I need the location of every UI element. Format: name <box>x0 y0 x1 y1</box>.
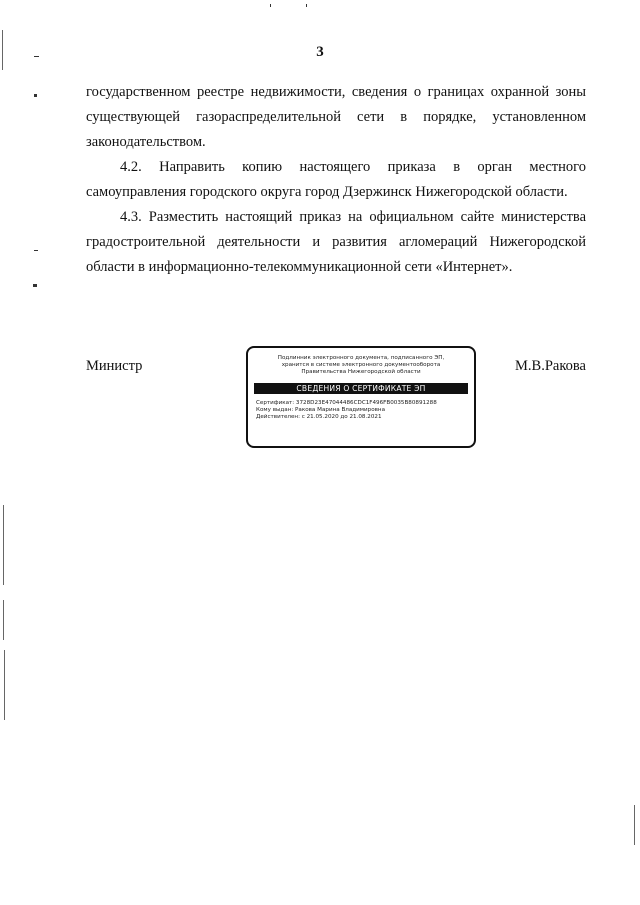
scan-mark <box>34 94 37 97</box>
signatory-name: М.В.Ракова <box>515 358 586 374</box>
certificate-owner: Кому выдан: Ракова Марина Владимировна <box>256 407 385 414</box>
scan-mark <box>33 284 37 287</box>
stamp-header: СВЕДЕНИЯ О СЕРТИФИКАТЕ ЭП <box>254 383 468 394</box>
electronic-signature-stamp <box>246 346 476 448</box>
stamp-note-line: Подлинник электронного документа, подписанного ЭП, <box>277 355 445 361</box>
signature-block <box>86 346 586 450</box>
scan-mark <box>270 4 271 7</box>
paragraph-4-2: 4.2. Направить копию настоящего приказа в орган местного самоуправления городского округа город Дзержинск Нижегородской области. <box>86 159 586 200</box>
scan-edge-line <box>3 505 4 585</box>
scan-edge-line <box>2 30 3 70</box>
scan-mark <box>34 250 38 251</box>
page-number: 3 <box>316 44 324 60</box>
stamp-note-line: Правительства Нижегородской области <box>301 369 421 376</box>
document-body <box>86 80 586 280</box>
scan-mark <box>34 56 39 57</box>
scan-edge-line <box>4 650 5 720</box>
stamp-note <box>256 355 466 377</box>
certificate-validity: Действителен: с 21.05.2020 до 21.08.2021 <box>256 414 382 421</box>
stamp-certificate-details <box>256 400 466 422</box>
scan-mark <box>306 4 307 7</box>
paragraph-4-3: 4.3. Разместить настоящий приказ на официальном сайте министерства градостроительной деятельности и развития агломераций Нижегородской области в информационно-телекоммуникационной сети «Интернет». <box>86 209 586 275</box>
scan-edge-line <box>634 805 635 845</box>
signatory-title: Министр <box>86 358 143 374</box>
scan-edge-line <box>3 600 4 640</box>
paragraph-continuation: государственном реестре недвижимости, сведения о границах охранной зоны существующей газораспределительной сети в порядке, установленном законодательством. <box>86 84 586 150</box>
stamp-note-line: хранится в системе электронного документооборота <box>281 362 441 369</box>
certificate-number: Сертификат: 3728D23E47044486CDC1F496FB0035B80891288 <box>256 399 437 406</box>
